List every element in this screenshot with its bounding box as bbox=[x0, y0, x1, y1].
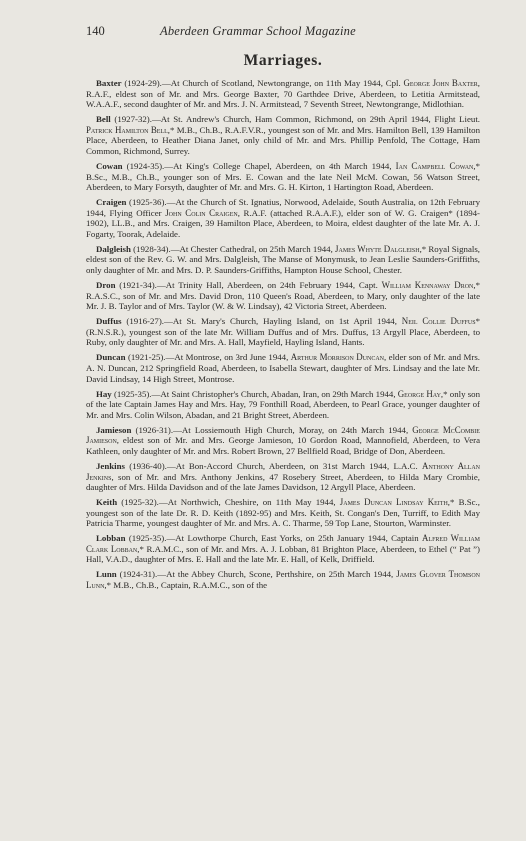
marriage-entry bbox=[86, 352, 480, 384]
entry-text-before: —At Trinity Hall, Aberdeen, on 24th February 1944, Capt. bbox=[156, 280, 382, 291]
entry-groom-name: George John Baxter bbox=[403, 78, 478, 88]
entry-text-after: ,* R.A.M.C., son of Mr. and Mrs. A. J. Lobban, 81 Brighton Place, Aberdeen, to Ethel (“ Pat ”) Hall, V.A.D., daughter of Mrs. E. Hall and the late Mr. E. Hall, of Kelk, Driffield. bbox=[86, 543, 480, 565]
marriage-entry bbox=[86, 569, 480, 590]
entry-years: (1924-29). bbox=[121, 78, 162, 88]
marriage-entry bbox=[86, 497, 480, 529]
entry-surname: Lunn bbox=[96, 569, 117, 580]
entry-text-after: , R.A.F. (attached R.A.A.F.), elder son of W. G. Craigen* (1894-1902), LL.B., and Mrs. Craigen, 39 Hamilton Place, Aberdeen, to Moira, eldest daughter of the late Mr. A. J. Fogarty, Toorak, Adelaide. bbox=[86, 207, 480, 239]
entry-surname: Baxter bbox=[96, 78, 122, 88]
entry-groom-name: Alfred William Clark Lobban bbox=[86, 533, 480, 554]
marriage-entry bbox=[86, 244, 480, 276]
entry-text-after: ,* R.A.S.C., son of Mr. and Mrs. David Dron, 110 Queen's Road, Aberdeen, to Mary, only daughter of the late Mr. J. B. Taylor and of Mrs. Taylor (W. & W. Lindsay), 42 Victoria Street, Aberdeen. bbox=[86, 280, 481, 312]
marriage-entry bbox=[86, 425, 480, 457]
entry-surname: Duncan bbox=[96, 352, 126, 363]
marriage-entry bbox=[86, 533, 480, 565]
entry-text-after: ,* M.B., Ch.B., R.A.F.V.R., youngest son of Mr. and Mrs. Hamilton Bell, 139 Hamilton Place, Aberdeen, to Heather Diana Janet, only child of Mr. and Mrs. Phillip Penfold, The Cottage, Ham Common, Richmond, Surrey. bbox=[86, 124, 480, 156]
page-number: 140 bbox=[86, 24, 105, 38]
entry-groom-name: William Kennaway Dron bbox=[381, 280, 474, 291]
entry-groom-name: George Hay bbox=[397, 388, 441, 399]
section-title: Marriages. bbox=[243, 52, 323, 69]
entry-groom-name: Ian Campbell Cowan bbox=[395, 160, 474, 171]
entry-surname: Bell bbox=[96, 114, 111, 125]
entry-groom-name: Neil Collie Duffus bbox=[401, 316, 476, 327]
entry-groom-name: Anthony Allan Jenkins bbox=[86, 460, 480, 482]
entry-years: (1925-35). bbox=[125, 533, 167, 544]
marriage-entry bbox=[86, 461, 480, 493]
journal-title: Aberdeen Grammar School Magazine bbox=[160, 24, 356, 38]
entry-years: (1927-32). bbox=[110, 114, 152, 125]
entry-surname: Dron bbox=[96, 280, 116, 291]
entry-groom-name: John Colin Craigen bbox=[165, 207, 238, 218]
entry-years: (1926-31). bbox=[131, 424, 174, 435]
marriage-entry bbox=[86, 161, 480, 193]
entry-text-before: —At Lowthorpe Church, East Yorks, on 25th January 1944, Captain bbox=[166, 533, 423, 544]
entry-years: (1925-36). bbox=[126, 197, 167, 208]
entry-text-before: —At Northwich, Cheshire, on 11th May 1944, bbox=[158, 497, 340, 508]
marriage-entry bbox=[86, 114, 480, 156]
entry-text-after: ,* M.B., Ch.B., Captain, R.A.M.C., son of the bbox=[104, 580, 268, 591]
entry-text-before: —At Saint Christopher's Church, Abadan, Iran, on 29th March 1944, bbox=[151, 388, 398, 399]
marriage-entry bbox=[86, 197, 480, 239]
entry-years: (1916-27). bbox=[121, 316, 164, 327]
entry-text-after: ,* B.Sc., youngest son of the late Dr. R. D. Keith (1892-95) and Mrs. Keith, St. Congan's Den, Turriff, to Edith May Patricia Tharme, youngest daughter of Mr. and Mrs. A. C. Tharme, 59 Top Lane, Stourton, Warminster. bbox=[86, 497, 480, 529]
entry-text-after: , eldest son of Mr. and Mrs. George Jamieson, 10 Gordon Road, Mannofield, Aberdeen, to Vera Kathleen, only daughter of Mr. and Mrs. Robert Brown, 27 Bellfield Road, Bridge of Don, Aberdeen. bbox=[86, 435, 480, 456]
entry-surname: Keith bbox=[96, 497, 118, 508]
entry-surname: Cowan bbox=[96, 160, 123, 171]
entry-surname: Jenkins bbox=[96, 460, 126, 471]
entry-text-after: ,* Royal Signals, eldest son of the Rev. G. W. and Mrs. Dalgleish, The Manse of Monymusk, to Jean Leslie Saunders-Griffiths, only daughter of Mr. and Mrs. D. P. Saunders-Griffiths, Hampton House School, Chester. bbox=[86, 243, 481, 276]
entry-text-after: , elder son of Mr. and Mrs. A. N. Duncan, 212 Springfield Road, Aberdeen, to Isabella Stewart, daughter of Mrs. Lindsay and the late Mr. David Lindsay, 14 High Street, Montrose. bbox=[86, 352, 480, 384]
marriage-entries bbox=[86, 78, 480, 591]
entry-text-before: —At the Abbey Church, Scone, Perthshire, on 25th March 1944, bbox=[157, 569, 397, 580]
entry-groom-name: James Duncan Lindsay Keith bbox=[339, 497, 448, 508]
entry-surname: Jamieson bbox=[96, 424, 132, 435]
marriage-entry bbox=[86, 389, 480, 421]
marriage-entry bbox=[86, 78, 480, 110]
entry-text-after: , R.A.F., eldest son of Mr. and Mrs. George Baxter, 70 Garthdee Drive, Aberdeen, to Letitia Armitstead, W.A.A.F., second daughter of Mr. and Mrs. J. N. Armitstead, 7 Seventh Street, Newtongrange, Midlothian. bbox=[86, 78, 481, 110]
entry-years: (1924-31). bbox=[116, 569, 158, 580]
entry-surname: Craigen bbox=[96, 197, 127, 208]
entry-groom-name: George McCombie Jamieson bbox=[86, 424, 480, 446]
entry-text-before: —At Lossiemouth High Church, Moray, on 24th March 1944, bbox=[173, 424, 413, 435]
entry-years: (1921-25). bbox=[125, 352, 166, 363]
entry-surname: Lobban bbox=[96, 533, 126, 544]
entry-text-before: —At Bon-Accord Church, Aberdeen, on 31st March 1944, L.A.C. bbox=[166, 460, 423, 471]
entry-years: (1936-40). bbox=[125, 460, 167, 471]
entry-text-before: —At King's College Chapel, Aberdeen, on 4th March 1944, bbox=[164, 160, 396, 171]
entry-years: (1921-34). bbox=[115, 280, 157, 291]
entry-text-before: —At St. Andrew's Church, Ham Common, Richmond, on 29th April 1944, Flight Lieut. bbox=[151, 114, 480, 125]
entry-surname: Hay bbox=[96, 388, 112, 399]
entry-groom-name: Arthur Morrison Duncan bbox=[290, 352, 385, 363]
entry-years: (1925-35). bbox=[111, 388, 152, 399]
entry-years: (1925-32). bbox=[117, 497, 159, 508]
marriage-entry bbox=[86, 280, 480, 312]
entry-years: (1928-34). bbox=[130, 243, 171, 254]
entry-text-before: —At Church of Scotland, Newtongrange, on 11th May 1944, Cpl. bbox=[161, 78, 404, 88]
entry-surname: Duffus bbox=[96, 316, 122, 327]
entry-text-after: ,* only son of the late Captain James Hay and Mrs. Hay, 79 Fonthill Road, Aberdeen, to Pearl Grace, younger daughter of Mr. and Mrs. Colin Wilson, Abadan, and 21 Bright Street, Aberdeen. bbox=[86, 388, 480, 420]
entry-text-before: —At Montrose, on 3rd June 1944, bbox=[165, 352, 291, 363]
entry-text-after: ,* B.Sc., M.B., Ch.B., younger son of Mrs. E. Cowan and the late Neil McM. Cowan, 56 Watson Street, Aberdeen, to Mary Forsyth, daughter of Mr. and Mrs. G. H. Kirton, 1 Hartington Road, Aberdeen. bbox=[86, 160, 480, 193]
entry-groom-name: Patrick Hamilton Bell bbox=[86, 124, 168, 135]
entry-text-after: , son of Mr. and Mrs. Anthony Jenkins, 47 Rosebery Street, Aberdeen, to Hilda Mary Crombie, daughter of Mrs. Hilda Davidson and of the late James Davidson, 12 Argyll Place, Aberdeen. bbox=[86, 471, 480, 493]
entry-groom-name: James Whyte Dalgleish bbox=[335, 243, 420, 254]
entry-text-after: * (R.N.S.R.), youngest son of the late Mr. William Duffus and of Mrs. Duffus, 13 Argyll Place, Aberdeen, to Ruby, only daughter of Mr. and Mrs. A. Hall, Mayfield, Hayling Island, Hants. bbox=[86, 316, 480, 348]
entry-text-before: —At St. Mary's Church, Hayling Island, on 1st April 1944, bbox=[164, 316, 402, 327]
entry-groom-name: James Glover Thomson Lunn bbox=[86, 569, 480, 591]
entry-text-before: —At Chester Cathedral, on 25th March 1944, bbox=[170, 243, 336, 254]
marriage-entry bbox=[86, 316, 480, 348]
entry-years: (1924-35). bbox=[122, 160, 165, 171]
entry-surname: Dalgleish bbox=[96, 243, 131, 254]
running-header bbox=[86, 24, 480, 44]
entry-text-before: —At the Church of St. Ignatius, Norwood, Adelaide, South Australia, on 12th February 1944, Flying Officer bbox=[86, 197, 480, 218]
